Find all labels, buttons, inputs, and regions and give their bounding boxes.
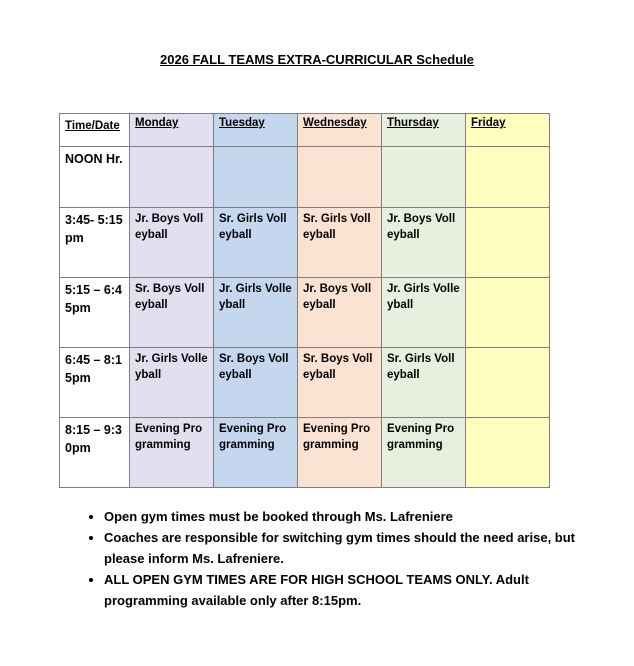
table-row — [60, 348, 550, 418]
schedule-cell — [214, 147, 298, 208]
header-time-date: Time/Date — [60, 114, 130, 147]
header-thursday: Thursday — [382, 114, 466, 147]
header-tuesday: Tuesday — [214, 114, 298, 147]
schedule-cell: Evening Programming — [382, 418, 466, 488]
table-row — [60, 147, 550, 208]
time-cell: 5:15 – 6:45pm — [60, 278, 130, 348]
schedule-cell: Sr. Boys Volleyball — [130, 278, 214, 348]
schedule-cell — [466, 208, 550, 278]
schedule-cell: Evening Programming — [214, 418, 298, 488]
schedule-cell: Sr. Girls Volleyball — [382, 348, 466, 418]
schedule-cell — [466, 348, 550, 418]
schedule-cell: Jr. Boys Volleyball — [130, 208, 214, 278]
schedule-cell — [466, 278, 550, 348]
header-monday: Monday — [130, 114, 214, 147]
list-item: • Coaches are responsible for switching gym times should the need arise, but please inform Ms. Lafreniere. — [104, 527, 584, 569]
schedule-cell: Jr. Girls Volleyball — [130, 348, 214, 418]
schedule-cell: Sr. Girls Volleyball — [298, 208, 382, 278]
schedule-cell: Sr. Boys Volleyball — [298, 348, 382, 418]
time-cell: 8:15 – 9:30pm — [60, 418, 130, 488]
table-header-row — [60, 114, 550, 147]
header-wednesday: Wednesday — [298, 114, 382, 147]
schedule-cell — [298, 147, 382, 208]
schedule-cell: Evening Programming — [298, 418, 382, 488]
time-cell: NOON Hr. — [60, 147, 130, 208]
table-row — [60, 418, 550, 488]
schedule-cell: Sr. Boys Volleyball — [214, 348, 298, 418]
schedule-table — [59, 113, 550, 488]
schedule-cell: Jr. Girls Volleyball — [214, 278, 298, 348]
schedule-cell — [130, 147, 214, 208]
schedule-cell: Jr. Boys Volleyball — [382, 208, 466, 278]
schedule-cell: Jr. Boys Volleyball — [298, 278, 382, 348]
list-item: • Open gym times must be booked through Ms. Lafreniere — [104, 506, 584, 527]
schedule-cell: Sr. Girls Volleyball — [214, 208, 298, 278]
notes-list — [84, 506, 584, 611]
table-row — [60, 278, 550, 348]
schedule-cell: Jr. Girls Volleyball — [382, 278, 466, 348]
table-row — [60, 208, 550, 278]
time-cell: 3:45- 5:15pm — [60, 208, 130, 278]
page-title: 2026 FALL TEAMS EXTRA-CURRICULAR Schedule — [160, 52, 474, 67]
list-item: • ALL OPEN GYM TIMES ARE FOR HIGH SCHOOL TEAMS ONLY. Adult programming available only after 8:15pm. — [104, 569, 584, 611]
time-cell: 6:45 – 8:15pm — [60, 348, 130, 418]
header-friday: Friday — [466, 114, 550, 147]
schedule-cell — [466, 418, 550, 488]
schedule-cell — [382, 147, 466, 208]
schedule-cell — [466, 147, 550, 208]
schedule-cell: Evening Programming — [130, 418, 214, 488]
